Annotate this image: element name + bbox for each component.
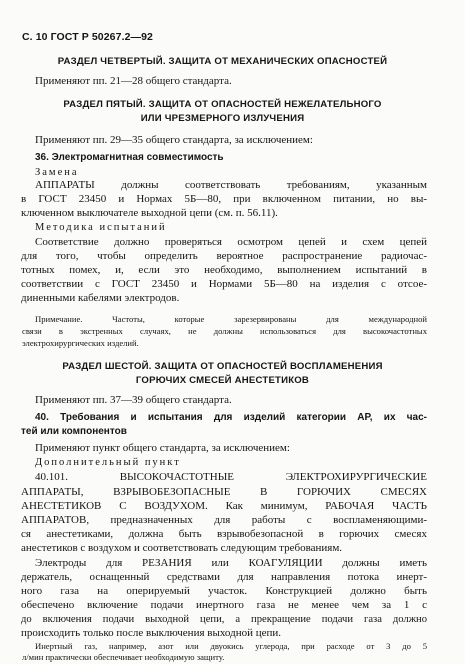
clause-40-text: Применяют пункт общего стандарта, за исключением: [35,442,290,454]
section-6-title-line1: РАЗДЕЛ ШЕСТОЙ. ЗАЩИТА ОТ ОПАСНОСТЕЙ ВОСПЛАМЕНЕНИЯ [62,361,383,372]
clause-40101-line2: АППАРАТЫ, ВЗРЫВОБЕЗОПАСНЫЕ В ГОРЮЧИХ СМЕСЯХ [21,486,427,498]
clause-40-title-line2: тей или компонентов [21,426,127,437]
clause-40101-line1: 40.101. ВЫСОКОЧАСТОТНЫЕ ЭЛЕКТРОХИРУРГИЧЕСКИЕ [35,471,427,483]
note-line1: Примечание. Частоты, которые зарезервированы для международной [35,314,427,324]
clause-36-method-line1: Соответствие должно проверяться осмотром цепей и схем цепей [35,236,427,248]
gas-note-line1: Инертный газ, например, азот или двуокись углерода, при расходе от 3 до 5 [35,641,427,651]
electrodes-line1: Электроды для РЕЗАНИЯ или КОАГУЛЯЦИИ должны иметь [35,557,427,569]
clause-40101-line4: АППАРАТОВ, предназначенных для работы с воспламеняющими- [21,514,427,526]
clause-36-line2: в ГОСТ 23450 и Нормах 5Б—80, при включенном питании, но вы- [21,193,427,205]
electrodes-line5: до включения подачи выходной цепи, а прекращение подачи газа должно [21,614,427,625]
clause-40-additional: Дополнительный пункт [35,457,181,468]
clause-36-method-line4: соответствии с ГОСТ 23450 и Нормами 5Б—80 на изделия с отсое- [21,278,427,290]
page-header: С. 10 ГОСТ Р 50267.2—92 [22,31,154,43]
clause-36-method-title: Методика испытаний [35,222,167,233]
clause-36-line1: АППАРАТЫ должны соответствовать требованиям, указанным [35,179,427,191]
clause-36-method-line3: тотных помех, и, если это необходимо, выполнением испытаний в [21,264,427,276]
section-5-text: Применяют пп. 29—35 общего стандарта, за исключением: [35,134,313,146]
clause-40101-line5: ся анестетиками, должна быть взрывобезопасной в горючих смесях [21,528,427,540]
clause-36-subtitle: Замена [35,167,79,178]
section-6-title-line2: ГОРЮЧИХ СМЕСЕЙ АНЕСТЕТИКОВ [135,375,310,386]
electrodes-line6: происходить только после выключения выходной цепи. [21,627,282,639]
note-line2: связи в экстренных случаях, не должны использоваться для высокочастотных [22,326,427,336]
clause-36-method-line2: для того, чтобы определить вероятное распространение радиочас- [21,250,427,262]
section-4-title: РАЗДЕЛ ЧЕТВЕРТЫЙ. ЗАЩИТА ОТ МЕХАНИЧЕСКИХ ОПАСНОСТЕЙ [57,56,388,67]
clause-40-title-line1: 40. Требования и испытания для изделий категории АР, их час- [35,412,427,423]
electrodes-line3: ного газа на оперируемый участок. Конструкцией должно быть [21,585,427,597]
gas-note-line2: л/мин практически обеспечивает необходимую защиту. [22,652,225,662]
clause-36-title: 36. Электромагнитная совместимость [35,152,224,163]
section-4-text: Применяют пп. 21—28 общего стандарта. [35,75,232,87]
clause-40101-line3: АНЕСТЕТИКОВ С ВОЗДУХОМ. Как минимум, РАБОЧАЯ ЧАСТЬ [21,500,427,512]
clause-36-method-line5: диненными кабелями электродов. [21,292,180,304]
clause-36-line3: ключенном выключателе выходной цепи (см. п. 56.11). [21,207,278,219]
note-line3: электрохирургических изделий. [22,338,139,348]
electrodes-line2: держатель, оснащенный средствами для направления потока инерт- [21,571,427,583]
section-5-title-line2: ИЛИ ЧРЕЗМЕРНОГО ИЗЛУЧЕНИЯ [140,113,305,124]
section-5-title-line1: РАЗДЕЛ ПЯТЫЙ. ЗАЩИТА ОТ ОПАСНОСТЕЙ НЕЖЕЛАТЕЛЬНОГО [63,99,382,110]
electrodes-line4: обеспечено включение подачи инертного газа не менее чем за 1 с [21,599,427,611]
section-6-text: Применяют пп. 37—39 общего стандарта. [35,394,232,406]
clause-40101-line6: анестетиков с воздухом и соответствовать следующим требованиям. [21,542,343,554]
